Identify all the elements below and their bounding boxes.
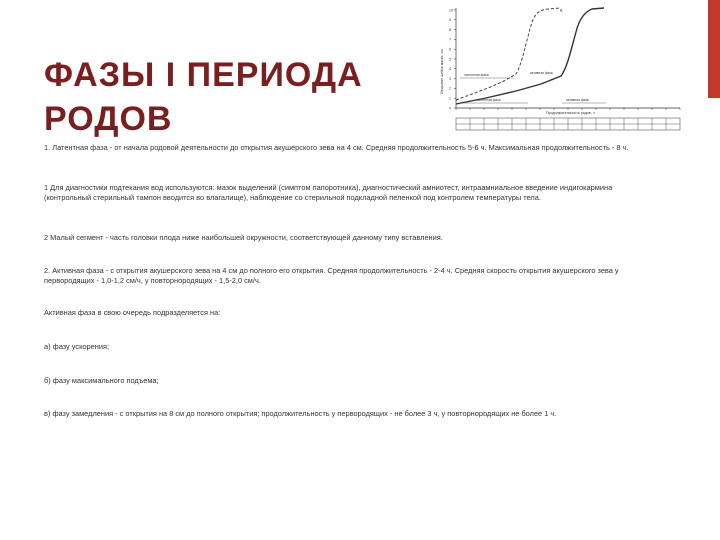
graph-y-tick-label: 10: [449, 8, 453, 13]
graph-y-tick-label: 3: [449, 76, 451, 81]
graph-y-tick-label: 1: [449, 96, 451, 101]
accent-bar: [708, 0, 720, 98]
paragraph-deceleration-phase: в) фазу замедления - с открытия на 8 см до полного открытия; продолжительность у первородящих - не более 3 ч, у повторнородящих не более 1 ч.: [44, 409, 557, 418]
graph-y-tick-label: 7: [449, 37, 451, 42]
graph-active-upper-label: активная фаза: [530, 71, 553, 75]
graph-y-tick-label: 9: [449, 18, 451, 23]
paragraph-max-slope-phase: б) фазу максимального подъема;: [44, 376, 159, 385]
graph-time-grid: [456, 118, 680, 130]
graph-y-tick-label: 2: [449, 86, 451, 91]
paragraph-acceleration-phase: а) фазу ускорения;: [44, 342, 110, 351]
graph-y-tick-label: 0: [449, 106, 451, 111]
graph-active-lower-label: активная фаза: [566, 98, 589, 102]
slide-title-line-1: ФАЗЫ I ПЕРИОДА: [44, 55, 363, 94]
paragraph-active-subdivision: Активная фаза в свою очередь подразделяется на:: [44, 308, 221, 317]
graph-y-tick-label: 6: [449, 47, 451, 52]
graph-latent-lower-label: латентная фаза: [476, 98, 501, 102]
graph-latent-upper-label: латентная фаза: [464, 73, 489, 77]
paragraph-latent-phase: 1. Латентная фаза - от начала родовой деятельности до открытия акушерского зева на 4 см. Средняя продолжительность 5-6 ч. Максимальная продолжительность - 8 ч.: [44, 143, 629, 152]
graph-y-tick-label: 5: [449, 57, 451, 62]
labor-progress-graph: [436, 2, 688, 134]
paragraph-small-segment: 2 Малый сегмент - часть головки плода ниже наибольшей окружности, соответствующей данному типу вставления.: [44, 233, 443, 242]
graph-x-label: Продолжительность родов, ч: [546, 111, 595, 115]
graph-y-tick-label: 4: [449, 67, 451, 72]
paragraph-active-phase: 2. Активная фаза - с открытия акушерского зева на 4 см до полного его открытия. Средняя продолжительность - 2-4 ч. Средняя скорость открытия акушерского зева у первородящих - 1,0-1,2 см/ч, у повторнородящих - 1,5-2,0 см/ч.: [44, 266, 619, 285]
slide-title: [44, 53, 424, 141]
graph-y-label: Открытие шейки матки, см: [440, 49, 444, 94]
graph-label-top: д: [560, 7, 563, 12]
graph-y-tick-label: 8: [449, 27, 451, 32]
graph-curve-solid: [456, 8, 604, 104]
graph-y-ticks: [449, 8, 456, 110]
paragraph-amniotic-leak-diagnosis: 1 Для диагностики подтекания вод используются: мазок выделений (симптом папоротника), диагностический амниотест, интраамниальное введение индигокармина (контрольный стерильный тампон вводится во влагалище), наблюдение со стерильной подкладной пеленкой под контролем температуры тела.: [44, 183, 613, 202]
slide-title-line-2: РОДОВ: [44, 99, 173, 138]
graph-curve-dashed: [456, 8, 560, 100]
